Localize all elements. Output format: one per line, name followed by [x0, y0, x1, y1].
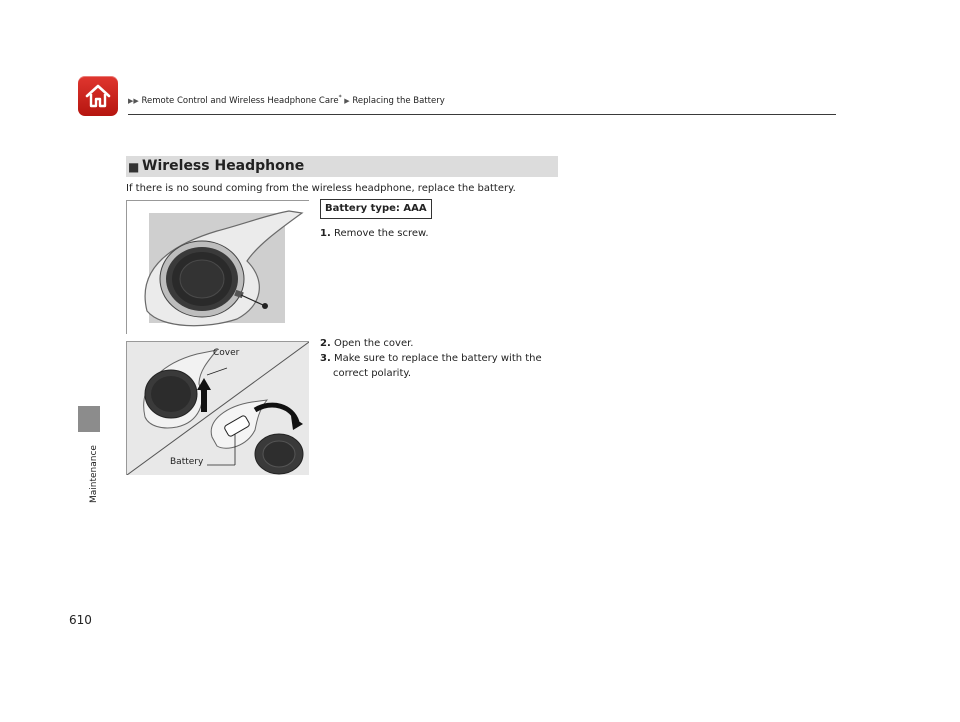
step-3-text-line1: Make sure to replace the battery with the — [333, 353, 542, 364]
step-1-number: 1. — [320, 228, 331, 239]
step-3-number: 3. — [320, 353, 331, 364]
breadcrumb-link-replacing-battery[interactable]: Replacing the Battery — [352, 95, 445, 106]
home-icon — [84, 82, 112, 110]
breadcrumb-arrow-icon: ▶▶ — [128, 96, 139, 105]
home-button[interactable] — [78, 76, 118, 116]
section-heading — [126, 156, 558, 177]
breadcrumb-asterisk: * — [338, 94, 342, 101]
side-tab-marker — [78, 406, 100, 432]
battery-type-label: Battery type: AAA — [320, 199, 432, 219]
step-3-continuation — [333, 368, 411, 379]
breadcrumb — [128, 94, 445, 106]
step-2-text: Open the cover. — [333, 338, 414, 349]
section-title: Wireless Headphone — [142, 158, 305, 174]
side-tab — [89, 433, 101, 503]
battery-callout: Battery — [170, 457, 204, 467]
breadcrumb-link-remote-control[interactable]: Remote Control and Wireless Headphone Care — [141, 95, 339, 106]
breadcrumb-arrow-icon: ▶ — [344, 96, 350, 105]
header-divider — [128, 114, 836, 115]
page-number: 610 — [69, 613, 92, 627]
side-tab-label: Maintenance — [89, 445, 99, 503]
square-bullet-icon: ■ — [128, 160, 140, 174]
figure-remove-screw — [126, 200, 309, 334]
step-1-text: Remove the screw. — [333, 228, 429, 239]
step-2-number: 2. — [320, 338, 331, 349]
cover-callout: Cover — [213, 348, 240, 358]
figure-open-cover — [126, 341, 309, 475]
intro-text: If there is no sound coming from the wireless headphone, replace the battery. — [126, 183, 516, 194]
step-3-text-line2: correct polarity. — [333, 368, 412, 379]
step-3 — [320, 353, 542, 364]
step-2 — [320, 338, 414, 349]
step-1 — [320, 228, 429, 239]
